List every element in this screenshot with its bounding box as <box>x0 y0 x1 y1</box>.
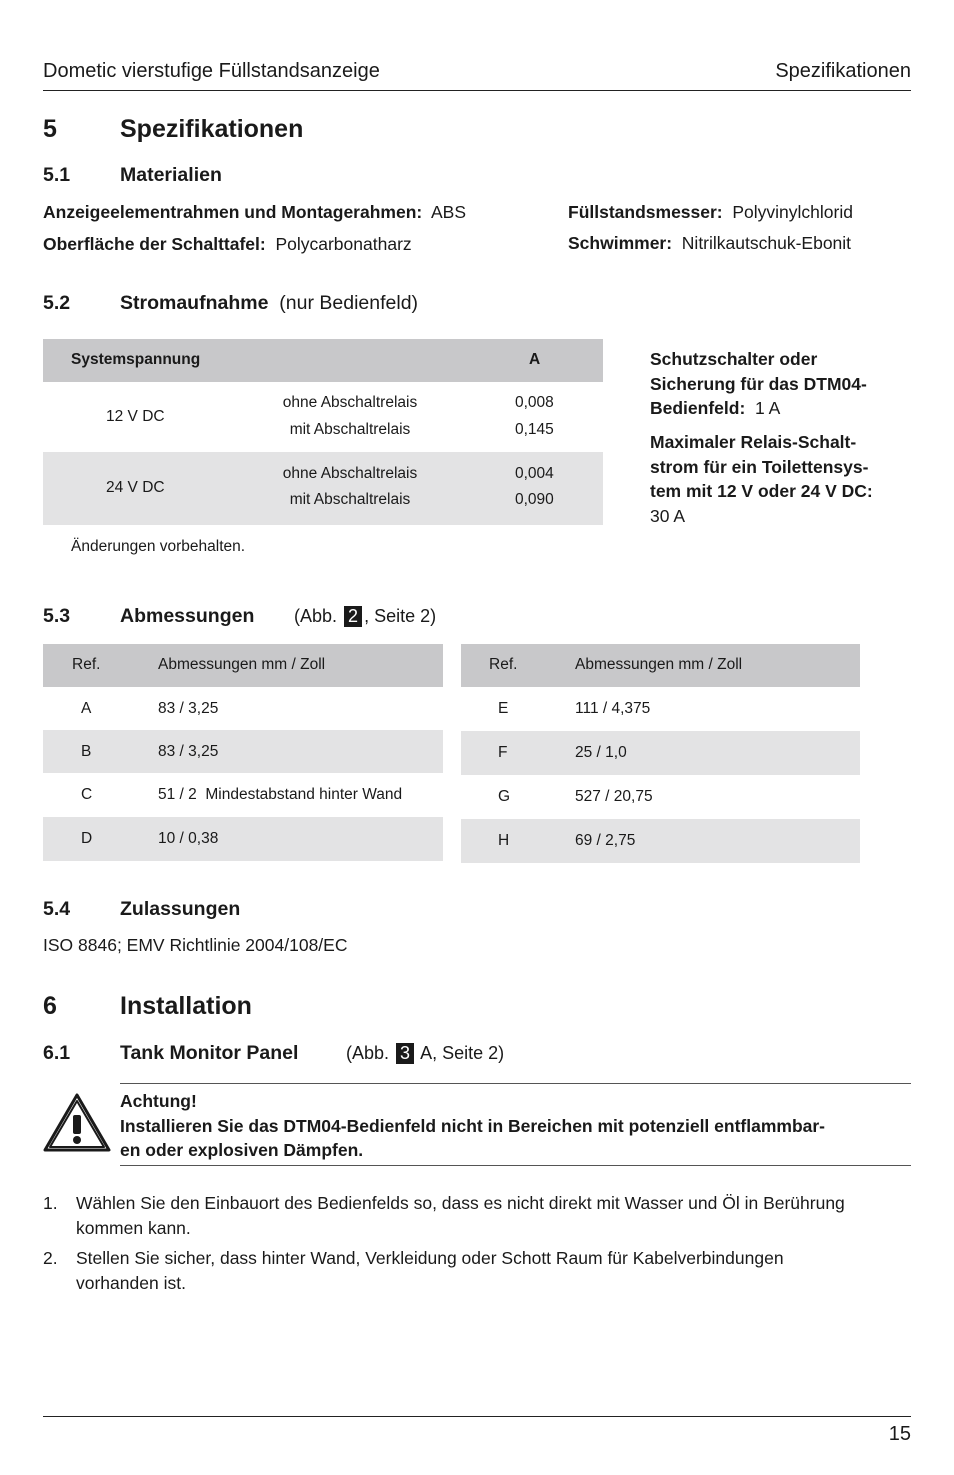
footer-rule <box>43 1416 911 1417</box>
relay-cell: mit Abschaltrelais <box>289 491 411 508</box>
dim-cell: 111 / 4,375 <box>575 700 651 717</box>
figure-ref-prefix: (Abb. <box>346 1043 390 1063</box>
step-item <box>76 1191 845 1240</box>
warning-text-line: en oder explosiven Dämpfen. <box>120 1140 364 1160</box>
ampere-cell: 0,145 <box>515 421 554 438</box>
figure-reference <box>346 1043 504 1064</box>
fuse-label-line: Bedienfeld: <box>650 398 746 418</box>
running-header-section: Spezifikationen <box>775 60 911 82</box>
warning-text-line: Installieren Sie das DTM04-Bedienfeld nicht in Bereichen mit potenziell entflammbar- <box>120 1115 826 1136</box>
step-text-line: vorhanden ist. <box>76 1272 186 1293</box>
section-5-3-number: 5.3 <box>43 605 71 627</box>
step-item <box>76 1246 784 1295</box>
section-5-title: Spezifikationen <box>120 115 304 143</box>
header-dimensions: Abmessungen mm / Zoll <box>575 656 743 673</box>
figure-number-badge: 2 <box>344 606 362 627</box>
material-label: Oberfläche der Schalttafel: <box>43 234 266 254</box>
figure-ref-prefix: (Abb. <box>294 606 338 626</box>
figure-number-badge: 3 <box>396 1043 414 1064</box>
warning-block <box>120 1089 825 1163</box>
ampere-cell: 0,004 <box>515 465 554 482</box>
section-5-1-title: Materialien <box>120 164 222 186</box>
changes-note: Änderungen vorbehalten. <box>71 538 246 555</box>
section-5-2-subtitle: (nur Bedienfeld) <box>279 292 419 314</box>
relay-current-info <box>650 430 873 528</box>
material-value: Polyvinylchlorid <box>732 202 853 222</box>
relay-label-line: Maximaler Relais-Schalt- <box>650 432 857 452</box>
material-label: Schwimmer: <box>568 233 673 253</box>
ref-cell: A <box>81 700 92 717</box>
ref-cell: H <box>498 832 510 849</box>
dim-row <box>43 687 443 730</box>
material-float <box>568 233 851 254</box>
fuse-value: 1 A <box>755 398 781 418</box>
warning-title: Achtung! <box>120 1091 197 1111</box>
relay-label-line: strom für ein Toilettensys- <box>650 456 869 477</box>
ref-cell: B <box>81 743 92 760</box>
relay-cell: ohne Abschaltrelais <box>282 394 418 411</box>
step-text-line: Wählen Sie den Einbauort des Bedienfelds so, dass es nicht direkt mit Wasser und Öl in Berührung <box>76 1193 845 1213</box>
section-6-number: 6 <box>43 992 57 1020</box>
section-5-4-title: Zulassungen <box>120 898 241 920</box>
dim-cell: 527 / 20,75 <box>575 788 653 805</box>
ref-cell: F <box>498 744 508 761</box>
fuse-label-line: Sicherung für das DTM04- <box>650 373 867 394</box>
dim-cell: 83 / 3,25 <box>158 743 219 760</box>
relay-cell: ohne Abschaltrelais <box>282 465 418 482</box>
dim-cell: 10 / 0,38 <box>158 830 219 847</box>
material-label: Anzeigeelementrahmen und Montagerahmen: <box>43 202 423 222</box>
dim-row <box>461 687 860 731</box>
dim-cell: 51 / 2 Mindestabstand hinter Wand <box>158 786 403 803</box>
relay-cell: mit Abschaltrelais <box>289 421 411 438</box>
material-value: ABS <box>431 202 467 222</box>
warning-triangle-icon <box>42 1092 112 1154</box>
figure-reference <box>294 606 436 627</box>
dim-row <box>43 730 443 773</box>
running-header-title: Dometic vierstufige Füllstandsanzeige <box>43 60 380 82</box>
section-6-1-title: Tank Monitor Panel <box>120 1042 299 1064</box>
dim-row <box>461 819 860 863</box>
dim-cell: 69 / 2,75 <box>575 832 636 849</box>
approvals-text: ISO 8846; EMV Richtlinie 2004/108/EC <box>43 935 348 955</box>
dim-row <box>43 817 443 861</box>
section-5-3-title: Abmessungen <box>120 605 255 627</box>
header-ref: Ref. <box>72 656 101 673</box>
material-panel-surface <box>43 234 412 255</box>
header-ampere: A <box>529 351 541 368</box>
relay-current-value: 30 A <box>650 505 686 526</box>
fuse-info <box>650 347 867 421</box>
voltage-cell: 24 V DC <box>106 479 165 496</box>
dim-cell: 25 / 1,0 <box>575 744 627 761</box>
figure-ref-suffix: , Seite 2) <box>364 606 437 626</box>
voltage-cell: 12 V DC <box>106 408 165 425</box>
section-5-2-title: Stromaufnahme <box>120 292 269 314</box>
header-ref: Ref. <box>489 656 518 673</box>
dim-cell: 83 / 3,25 <box>158 700 219 717</box>
section-5-number: 5 <box>43 115 57 143</box>
material-value: Polycarbonatharz <box>275 234 412 254</box>
ref-cell: D <box>81 830 93 847</box>
dim-row <box>43 773 443 816</box>
step-text-line: Stellen Sie sicher, dass hinter Wand, Verkleidung oder Schott Raum für Kabelverbindungen <box>76 1248 784 1268</box>
power-table <box>43 339 603 525</box>
dim-row <box>461 775 860 819</box>
section-6-title: Installation <box>120 992 252 1020</box>
figure-ref-suffix: A, Seite 2) <box>420 1043 505 1063</box>
step-number: 2. <box>43 1248 58 1268</box>
section-5-2-heading <box>120 292 418 315</box>
section-5-1-number: 5.1 <box>43 164 71 186</box>
warning-bottom-rule <box>120 1165 911 1166</box>
fuse-label-line: Schutzschalter oder <box>650 349 818 369</box>
header-dimensions: Abmessungen mm / Zoll <box>158 656 326 673</box>
step-number: 1. <box>43 1193 58 1213</box>
dimensions-table-left <box>43 644 443 861</box>
ref-cell: C <box>81 786 93 803</box>
header-rule <box>43 90 911 91</box>
dimensions-table-right <box>461 644 860 863</box>
ampere-cell: 0,090 <box>515 491 554 508</box>
power-row-24v <box>43 452 603 525</box>
dim-row <box>461 731 860 775</box>
material-frame <box>43 202 466 223</box>
material-label: Füllstandsmesser: <box>568 202 723 222</box>
power-row-12v <box>43 382 603 452</box>
material-value: Nitrilkautschuk-Ebonit <box>681 233 852 253</box>
header-voltage: Systemspannung <box>71 351 201 368</box>
section-5-2-number: 5.2 <box>43 292 71 314</box>
relay-label-line: tem mit 12 V oder 24 V DC: <box>650 481 873 501</box>
ref-cell: G <box>498 788 511 805</box>
warning-top-rule <box>120 1083 911 1084</box>
material-level-gauge <box>568 202 853 223</box>
step-text-line: kommen kann. <box>76 1217 191 1238</box>
section-5-4-number: 5.4 <box>43 898 71 920</box>
page-number: 15 <box>888 1423 911 1445</box>
section-6-1-number: 6.1 <box>43 1042 71 1064</box>
ref-cell: E <box>498 700 509 717</box>
ampere-cell: 0,008 <box>515 394 554 411</box>
